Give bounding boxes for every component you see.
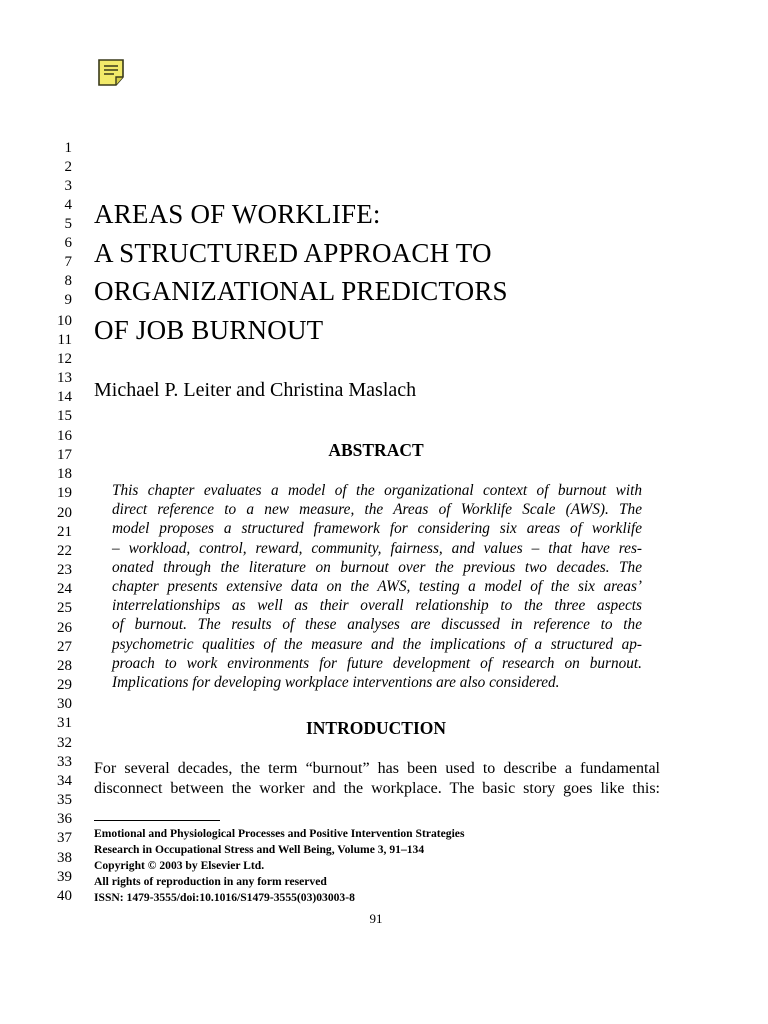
line-number: 20 bbox=[57, 505, 72, 521]
line-number: 33 bbox=[57, 754, 72, 770]
line-number: 32 bbox=[57, 735, 72, 751]
footnote-line: Copyright © 2003 by Elsevier Ltd. bbox=[94, 858, 265, 872]
page-number: 91 bbox=[369, 911, 383, 926]
line-number: 34 bbox=[57, 773, 72, 789]
introduction-heading: INTRODUCTION bbox=[305, 718, 447, 738]
line-number: 24 bbox=[57, 581, 72, 597]
footnote bbox=[94, 826, 464, 906]
line-number: 18 bbox=[57, 466, 72, 482]
line-number: 28 bbox=[57, 658, 72, 674]
line-number: 2 bbox=[64, 159, 72, 175]
abstract-heading: ABSTRACT bbox=[328, 440, 424, 460]
title-line: A STRUCTURED APPROACH TO bbox=[94, 237, 492, 268]
line-number: 23 bbox=[57, 562, 72, 578]
footnote-line: Emotional and Physiological Processes and Positive Intervention Strategies bbox=[94, 827, 465, 840]
line-number: 1 bbox=[64, 140, 72, 156]
line-number: 35 bbox=[57, 792, 72, 808]
body-line: disconnect between the worker and the workplace. The basic story goes like this: bbox=[94, 779, 660, 797]
abstract-line: direct reference to a new measure, the Areas of Worklife Scale (AWS). The bbox=[112, 501, 642, 519]
line-number: 30 bbox=[57, 696, 72, 712]
line-number: 26 bbox=[57, 620, 72, 636]
abstract-line: Implications for developing workplace interventions are also considered. bbox=[112, 674, 560, 692]
line-number: 3 bbox=[64, 178, 72, 194]
line-number: 16 bbox=[57, 428, 72, 444]
footnote-rule bbox=[94, 820, 220, 821]
line-number-gutter bbox=[0, 0, 72, 1024]
authors: Michael P. Leiter and Christina Maslach bbox=[94, 379, 417, 401]
sticky-note-icon[interactable] bbox=[97, 57, 129, 89]
line-number: 9 bbox=[64, 292, 72, 308]
abstract-line: This chapter evaluates a model of the organizational context of burnout with bbox=[112, 482, 642, 499]
line-number: 31 bbox=[57, 715, 72, 731]
line-number: 22 bbox=[57, 543, 72, 559]
line-number: 37 bbox=[57, 830, 72, 846]
line-number: 19 bbox=[57, 485, 72, 501]
line-number: 40 bbox=[57, 888, 72, 904]
line-number: 25 bbox=[57, 600, 72, 616]
abstract-body bbox=[112, 481, 642, 692]
line-number: 27 bbox=[57, 639, 72, 655]
abstract-line: onated through the literature on burnout over the previous two decades. The bbox=[112, 558, 642, 576]
abstract-line: of burnout. The results of these analyses are discussed in reference to the bbox=[112, 616, 642, 634]
line-number: 8 bbox=[64, 273, 72, 289]
line-number: 36 bbox=[57, 811, 72, 827]
abstract-line: interrelationships as well as their overall relationship to the three aspects bbox=[112, 597, 642, 615]
footnote-line: Research in Occupational Stress and Well Being, Volume 3, 91–134 bbox=[94, 842, 425, 856]
line-number: 39 bbox=[57, 869, 72, 885]
line-number: 7 bbox=[64, 254, 72, 270]
title-line: ORGANIZATIONAL PREDICTORS bbox=[94, 276, 508, 306]
body-line: For several decades, the term “burnout” has been used to describe a fundamental bbox=[94, 760, 660, 777]
line-number: 6 bbox=[64, 235, 72, 251]
footnote-line: ISSN: 1479-3555/doi:10.1016/S1479-3555(03)03003-8 bbox=[94, 890, 355, 904]
title-line: AREAS OF WORKLIFE: bbox=[94, 199, 381, 229]
line-number: 14 bbox=[57, 389, 72, 405]
line-number: 12 bbox=[57, 351, 72, 367]
line-number: 21 bbox=[57, 524, 72, 540]
footnote-line: All rights of reproduction in any form reserved bbox=[94, 874, 327, 888]
line-number: 11 bbox=[57, 332, 72, 348]
line-number: 38 bbox=[57, 850, 72, 866]
line-number: 5 bbox=[64, 216, 72, 232]
line-number: 13 bbox=[57, 370, 72, 386]
chapter-title bbox=[94, 195, 508, 349]
line-number: 4 bbox=[64, 197, 72, 213]
abstract-line: proach to work environments for future development of research on burnout. bbox=[112, 654, 642, 672]
abstract-line: psychometric qualities of the measure and the implications of a structured ap- bbox=[112, 635, 642, 653]
line-number: 10 bbox=[57, 313, 72, 329]
title-line: OF JOB BURNOUT bbox=[94, 314, 324, 345]
line-number: 15 bbox=[57, 408, 72, 424]
abstract-line: chapter presents extensive data on the AWS, testing a model of the six areas’ bbox=[112, 578, 642, 596]
line-number: 17 bbox=[57, 447, 72, 463]
abstract-line: – workload, control, reward, community, fairness, and values – that have res- bbox=[112, 539, 642, 557]
introduction-body bbox=[94, 759, 660, 798]
abstract-line: model proposes a structured framework for considering six areas of worklife bbox=[112, 520, 642, 538]
line-number: 29 bbox=[57, 677, 72, 693]
